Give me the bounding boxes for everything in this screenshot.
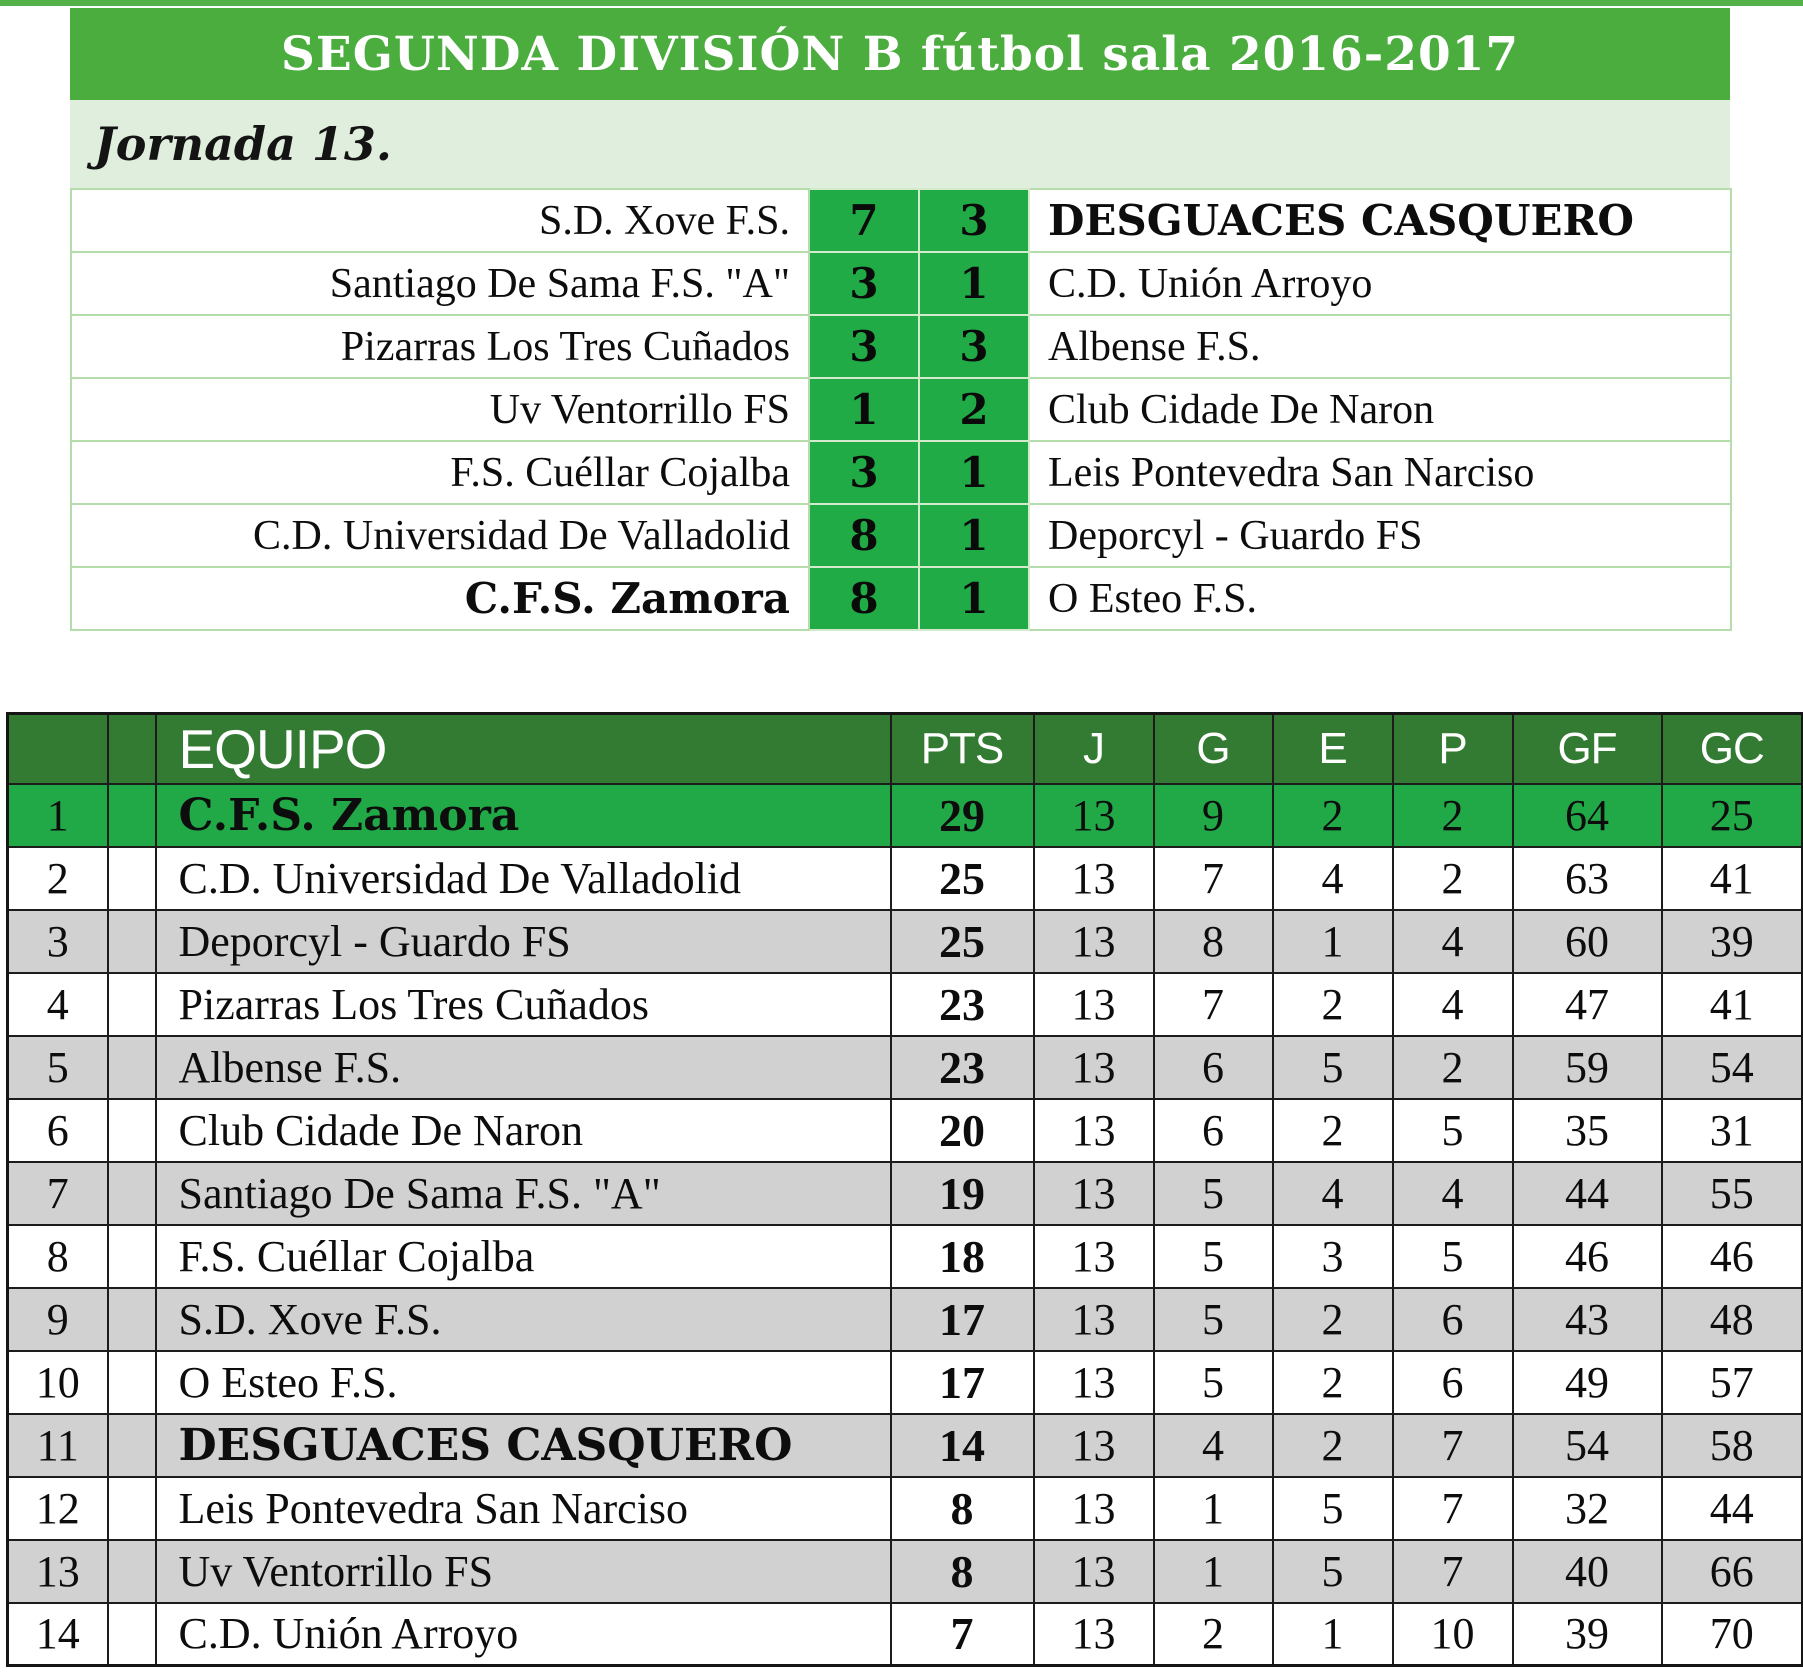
home-score: 8: [809, 567, 919, 630]
points: 14: [891, 1414, 1034, 1477]
empty-cell: [108, 1477, 156, 1540]
away-team: DESGUACES CASQUERO: [1029, 189, 1731, 252]
away-score: 1: [919, 252, 1029, 315]
wins: 7: [1154, 973, 1273, 1036]
points: 25: [891, 847, 1034, 910]
wins: 2: [1154, 1603, 1273, 1666]
standings-row: [8, 1351, 1803, 1414]
header-gc: GC: [1662, 714, 1803, 784]
points: 20: [891, 1099, 1034, 1162]
empty-cell: [108, 910, 156, 973]
team-name: F.S. Cuéllar Cojalba: [156, 1225, 891, 1288]
points: 25: [891, 910, 1034, 973]
played: 13: [1034, 910, 1154, 973]
empty-cell: [108, 1162, 156, 1225]
home-team: Pizarras Los Tres Cuñados: [71, 315, 809, 378]
team-name: Leis Pontevedra San Narciso: [156, 1477, 891, 1540]
draws: 5: [1273, 1477, 1393, 1540]
played: 13: [1034, 1036, 1154, 1099]
played: 13: [1034, 1162, 1154, 1225]
wins: 7: [1154, 847, 1273, 910]
goals-against: 41: [1662, 973, 1803, 1036]
losses: 2: [1393, 1036, 1513, 1099]
header-j: J: [1034, 714, 1154, 784]
home-score: 3: [809, 441, 919, 504]
goals-against: 66: [1662, 1540, 1803, 1603]
position: 8: [8, 1225, 108, 1288]
home-score: 8: [809, 504, 919, 567]
draws: 2: [1273, 784, 1393, 847]
result-row: [71, 252, 1731, 315]
result-row: [71, 378, 1731, 441]
empty-cell: [108, 1036, 156, 1099]
draws: 1: [1273, 910, 1393, 973]
wins: 5: [1154, 1351, 1273, 1414]
played: 13: [1034, 1477, 1154, 1540]
draws: 2: [1273, 1099, 1393, 1162]
result-row: [71, 315, 1731, 378]
losses: 6: [1393, 1351, 1513, 1414]
standings-row: [8, 1477, 1803, 1540]
standings-row: [8, 1036, 1803, 1099]
goals-against: 48: [1662, 1288, 1803, 1351]
header-g: G: [1154, 714, 1273, 784]
team-name: C.D. Unión Arroyo: [156, 1603, 891, 1666]
away-team: Club Cidade De Naron: [1029, 378, 1731, 441]
wins: 6: [1154, 1099, 1273, 1162]
goals-against: 54: [1662, 1036, 1803, 1099]
team-name: Uv Ventorrillo FS: [156, 1540, 891, 1603]
header-pts: PTS: [891, 714, 1034, 784]
empty-cell: [108, 784, 156, 847]
position: 13: [8, 1540, 108, 1603]
empty-cell: [108, 1288, 156, 1351]
standings-row: [8, 1225, 1803, 1288]
losses: 5: [1393, 1225, 1513, 1288]
position: 5: [8, 1036, 108, 1099]
points: 17: [891, 1288, 1034, 1351]
draws: 5: [1273, 1540, 1393, 1603]
header-p: P: [1393, 714, 1513, 784]
wins: 1: [1154, 1540, 1273, 1603]
away-score: 1: [919, 504, 1029, 567]
home-team: S.D. Xove F.S.: [71, 189, 809, 252]
draws: 4: [1273, 1162, 1393, 1225]
team-name: C.D. Universidad De Valladolid: [156, 847, 891, 910]
position: 14: [8, 1603, 108, 1666]
result-row: [71, 441, 1731, 504]
away-team: C.D. Unión Arroyo: [1029, 252, 1731, 315]
played: 13: [1034, 1414, 1154, 1477]
standings-section: [6, 712, 1803, 1667]
header-equipo: EQUIPO: [156, 714, 891, 784]
points: 19: [891, 1162, 1034, 1225]
goals-for: 43: [1513, 1288, 1662, 1351]
goals-for: 47: [1513, 973, 1662, 1036]
results-section: [70, 8, 1730, 631]
empty-cell: [108, 1225, 156, 1288]
losses: 4: [1393, 973, 1513, 1036]
away-score: 3: [919, 189, 1029, 252]
standings-row: [8, 973, 1803, 1036]
played: 13: [1034, 784, 1154, 847]
losses: 2: [1393, 847, 1513, 910]
wins: 5: [1154, 1288, 1273, 1351]
away-score: 1: [919, 441, 1029, 504]
away-score: 2: [919, 378, 1029, 441]
points: 8: [891, 1540, 1034, 1603]
team-name: Deporcyl - Guardo FS: [156, 910, 891, 973]
played: 13: [1034, 1099, 1154, 1162]
goals-against: 70: [1662, 1603, 1803, 1666]
wins: 4: [1154, 1414, 1273, 1477]
result-row: [71, 567, 1731, 630]
team-name: Albense F.S.: [156, 1036, 891, 1099]
standings-row: [8, 1162, 1803, 1225]
empty-cell: [108, 973, 156, 1036]
played: 13: [1034, 1351, 1154, 1414]
team-name: S.D. Xove F.S.: [156, 1288, 891, 1351]
points: 7: [891, 1603, 1034, 1666]
draws: 5: [1273, 1036, 1393, 1099]
goals-for: 46: [1513, 1225, 1662, 1288]
losses: 4: [1393, 1162, 1513, 1225]
losses: 7: [1393, 1540, 1513, 1603]
team-name: C.F.S. Zamora: [156, 784, 891, 847]
away-team: Leis Pontevedra San Narciso: [1029, 441, 1731, 504]
position: 7: [8, 1162, 108, 1225]
position: 4: [8, 973, 108, 1036]
draws: 2: [1273, 973, 1393, 1036]
jornada-band: [70, 100, 1730, 188]
standings-header-row: [8, 714, 1803, 784]
standings-row: [8, 1603, 1803, 1666]
goals-against: 44: [1662, 1477, 1803, 1540]
losses: 4: [1393, 910, 1513, 973]
away-score: 1: [919, 567, 1029, 630]
goals-against: 55: [1662, 1162, 1803, 1225]
home-team: Uv Ventorrillo FS: [71, 378, 809, 441]
home-score: 3: [809, 315, 919, 378]
standings-row: [8, 910, 1803, 973]
draws: 2: [1273, 1414, 1393, 1477]
points: 29: [891, 784, 1034, 847]
goals-for: 59: [1513, 1036, 1662, 1099]
losses: 6: [1393, 1288, 1513, 1351]
standings-row: [8, 847, 1803, 910]
goals-for: 35: [1513, 1099, 1662, 1162]
draws: 2: [1273, 1288, 1393, 1351]
result-row: [71, 504, 1731, 567]
wins: 1: [1154, 1477, 1273, 1540]
played: 13: [1034, 1225, 1154, 1288]
played: 13: [1034, 1540, 1154, 1603]
draws: 2: [1273, 1351, 1393, 1414]
empty-cell: [108, 1414, 156, 1477]
goals-against: 31: [1662, 1099, 1803, 1162]
team-name: Santiago De Sama F.S. "A": [156, 1162, 891, 1225]
league-title: SEGUNDA DIVISIÓN B fútbol sala 2016-2017: [280, 26, 1520, 82]
goals-for: 60: [1513, 910, 1662, 973]
empty-cell: [108, 847, 156, 910]
standings-row: [8, 1540, 1803, 1603]
points: 18: [891, 1225, 1034, 1288]
points: 8: [891, 1477, 1034, 1540]
played: 13: [1034, 1288, 1154, 1351]
empty-cell: [108, 1540, 156, 1603]
standings-row: [8, 784, 1803, 847]
goals-against: 57: [1662, 1351, 1803, 1414]
header-empty: [108, 714, 156, 784]
league-title-banner: [70, 8, 1730, 100]
wins: 5: [1154, 1162, 1273, 1225]
draws: 1: [1273, 1603, 1393, 1666]
home-team: C.D. Universidad De Valladolid: [71, 504, 809, 567]
jornada-label: Jornada 13.: [94, 117, 392, 171]
header-e: E: [1273, 714, 1393, 784]
wins: 5: [1154, 1225, 1273, 1288]
goals-for: 44: [1513, 1162, 1662, 1225]
standings-row: [8, 1414, 1803, 1477]
played: 13: [1034, 847, 1154, 910]
goals-against: 58: [1662, 1414, 1803, 1477]
away-team: O Esteo F.S.: [1029, 567, 1731, 630]
team-name: Club Cidade De Naron: [156, 1099, 891, 1162]
played: 13: [1034, 1603, 1154, 1666]
points: 23: [891, 1036, 1034, 1099]
home-score: 3: [809, 252, 919, 315]
empty-cell: [108, 1099, 156, 1162]
position: 1: [8, 784, 108, 847]
losses: 7: [1393, 1477, 1513, 1540]
draws: 3: [1273, 1225, 1393, 1288]
points: 17: [891, 1351, 1034, 1414]
goals-for: 32: [1513, 1477, 1662, 1540]
goals-against: 25: [1662, 784, 1803, 847]
wins: 9: [1154, 784, 1273, 847]
home-team: Santiago De Sama F.S. "A": [71, 252, 809, 315]
empty-cell: [108, 1603, 156, 1666]
away-team: Deporcyl - Guardo FS: [1029, 504, 1731, 567]
team-name: O Esteo F.S.: [156, 1351, 891, 1414]
goals-for: 64: [1513, 784, 1662, 847]
goals-for: 39: [1513, 1603, 1662, 1666]
away-score: 3: [919, 315, 1029, 378]
wins: 6: [1154, 1036, 1273, 1099]
empty-cell: [108, 1351, 156, 1414]
points: 23: [891, 973, 1034, 1036]
wins: 8: [1154, 910, 1273, 973]
goals-for: 54: [1513, 1414, 1662, 1477]
goals-against: 41: [1662, 847, 1803, 910]
position: 2: [8, 847, 108, 910]
played: 13: [1034, 973, 1154, 1036]
position: 12: [8, 1477, 108, 1540]
goals-against: 46: [1662, 1225, 1803, 1288]
home-score: 7: [809, 189, 919, 252]
position: 11: [8, 1414, 108, 1477]
goals-against: 39: [1662, 910, 1803, 973]
standings-table: [6, 712, 1803, 1667]
home-team: F.S. Cuéllar Cojalba: [71, 441, 809, 504]
team-name: DESGUACES CASQUERO: [156, 1414, 891, 1477]
draws: 4: [1273, 847, 1393, 910]
losses: 2: [1393, 784, 1513, 847]
home-score: 1: [809, 378, 919, 441]
goals-for: 63: [1513, 847, 1662, 910]
top-green-strip: [0, 0, 1803, 6]
losses: 10: [1393, 1603, 1513, 1666]
header-pos: [8, 714, 108, 784]
home-team: C.F.S. Zamora: [71, 567, 809, 630]
results-table: [70, 188, 1732, 631]
goals-for: 49: [1513, 1351, 1662, 1414]
position: 6: [8, 1099, 108, 1162]
standings-row: [8, 1099, 1803, 1162]
team-name: Pizarras Los Tres Cuñados: [156, 973, 891, 1036]
away-team: Albense F.S.: [1029, 315, 1731, 378]
losses: 5: [1393, 1099, 1513, 1162]
result-row: [71, 189, 1731, 252]
position: 9: [8, 1288, 108, 1351]
goals-for: 40: [1513, 1540, 1662, 1603]
standings-row: [8, 1288, 1803, 1351]
header-gf: GF: [1513, 714, 1662, 784]
losses: 7: [1393, 1414, 1513, 1477]
position: 10: [8, 1351, 108, 1414]
position: 3: [8, 910, 108, 973]
